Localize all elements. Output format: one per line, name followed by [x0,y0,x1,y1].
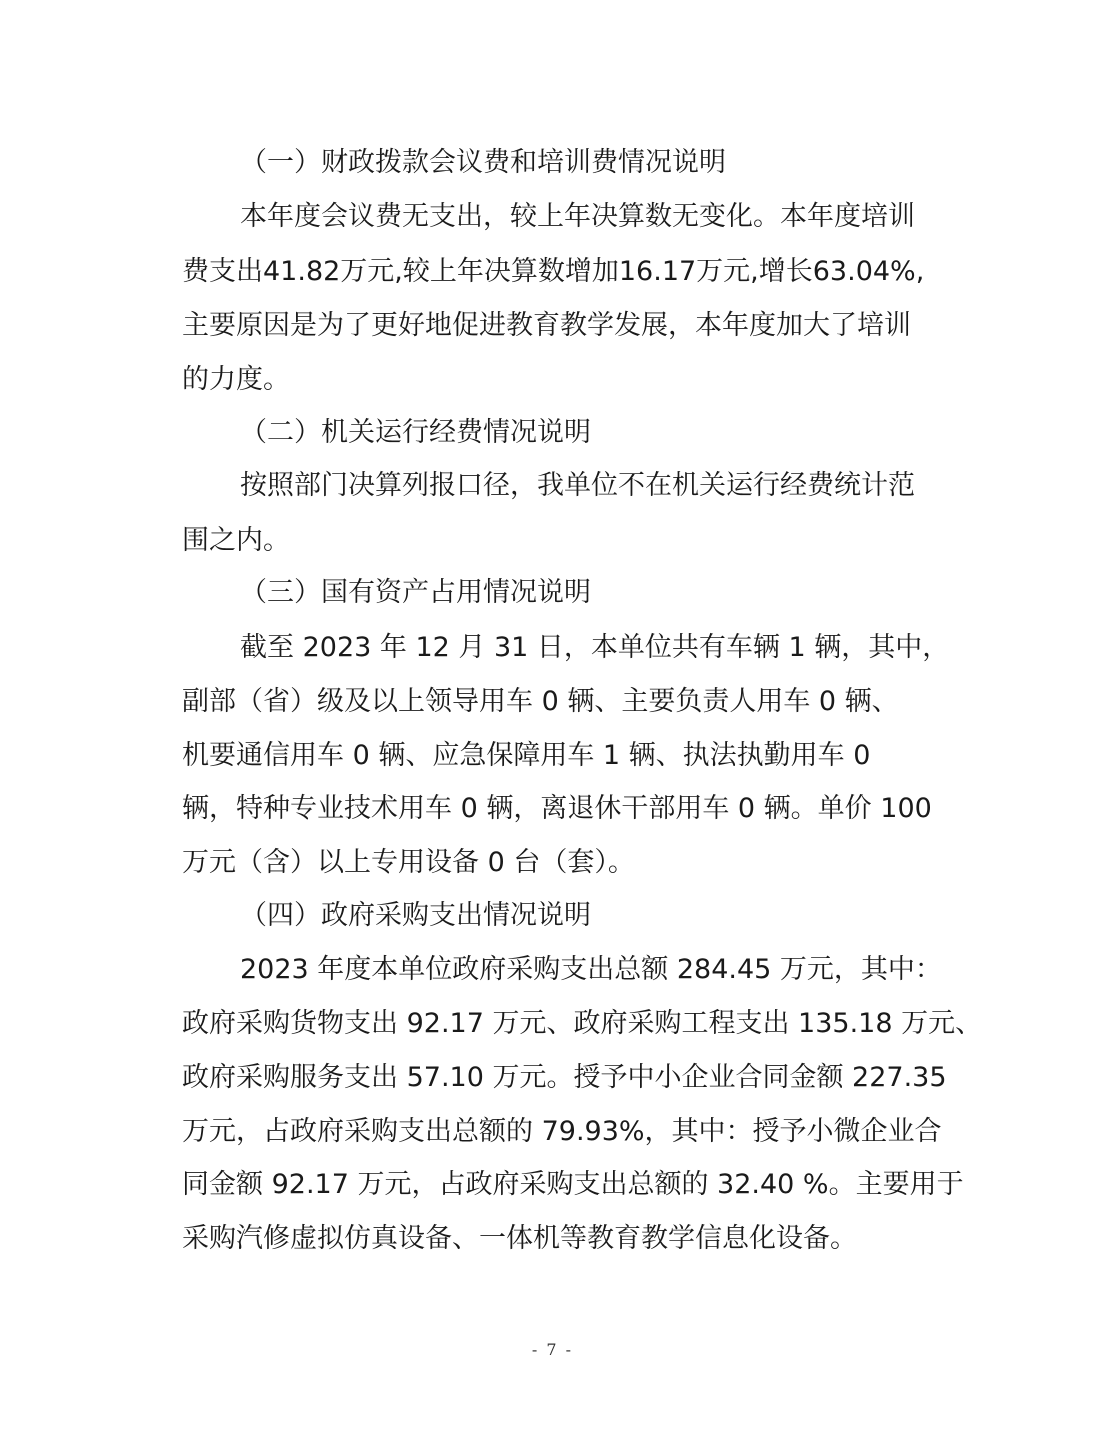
paragraph-line: 政府采购货物支出 92.17 万元、政府采购工程支出 135.18 万元、 [182,1008,983,1039]
paragraph-line: 政府采购服务支出 57.10 万元。授予中小企业合同金额 227.35 [182,1062,947,1093]
paragraph-line: 围之内。 [182,525,290,556]
section-heading-2: （二）机关运行经费情况说明 [240,417,591,448]
paragraph-line: 主要原因是为了更好地促进教育教学发展，本年度加大了培训 [182,310,911,341]
paragraph-line: 辆，特种专业技术用车 0 辆，离退休干部用车 0 辆。单价 100 [182,793,932,824]
paragraph-line: 按照部门决算列报口径，我单位不在机关运行经费统计范 [240,470,915,501]
paragraph-line: 的力度。 [182,364,290,395]
section-heading-3: （三）国有资产占用情况说明 [240,577,591,608]
paragraph-line: 截至 2023 年 12 月 31 日，本单位共有车辆 1 辆，其中， [240,632,950,663]
page-number: - 7 - [531,1340,574,1359]
paragraph-line: 万元，占政府采购支出总额的 79.93%，其中：授予小微企业合 [182,1116,942,1147]
section-heading-4: （四）政府采购支出情况说明 [240,900,591,931]
paragraph-line: 2023 年度本单位政府采购支出总额 284.45 万元，其中： [240,954,942,985]
paragraph-line: 采购汽修虚拟仿真设备、一体机等教育教学信息化设备。 [182,1223,857,1254]
paragraph-line: 副部（省）级及以上领导用车 0 辆、主要负责人用车 0 辆、 [182,686,899,717]
paragraph-line: 本年度会议费无支出，较上年决算数无变化。本年度培训 [240,201,915,232]
paragraph-line: 同金额 92.17 万元，占政府采购支出总额的 32.40 %。主要用于 [182,1169,964,1200]
section-heading-1: （一）财政拨款会议费和培训费情况说明 [240,147,726,178]
paragraph-line: 机要通信用车 0 辆、应急保障用车 1 辆、执法执勤用车 0 [182,740,871,771]
paragraph-line: 费支出41.82万元,较上年决算数增加16.17万元,增长63.04%, [182,256,925,287]
paragraph-line: 万元（含）以上专用设备 0 台（套）。 [182,847,635,878]
